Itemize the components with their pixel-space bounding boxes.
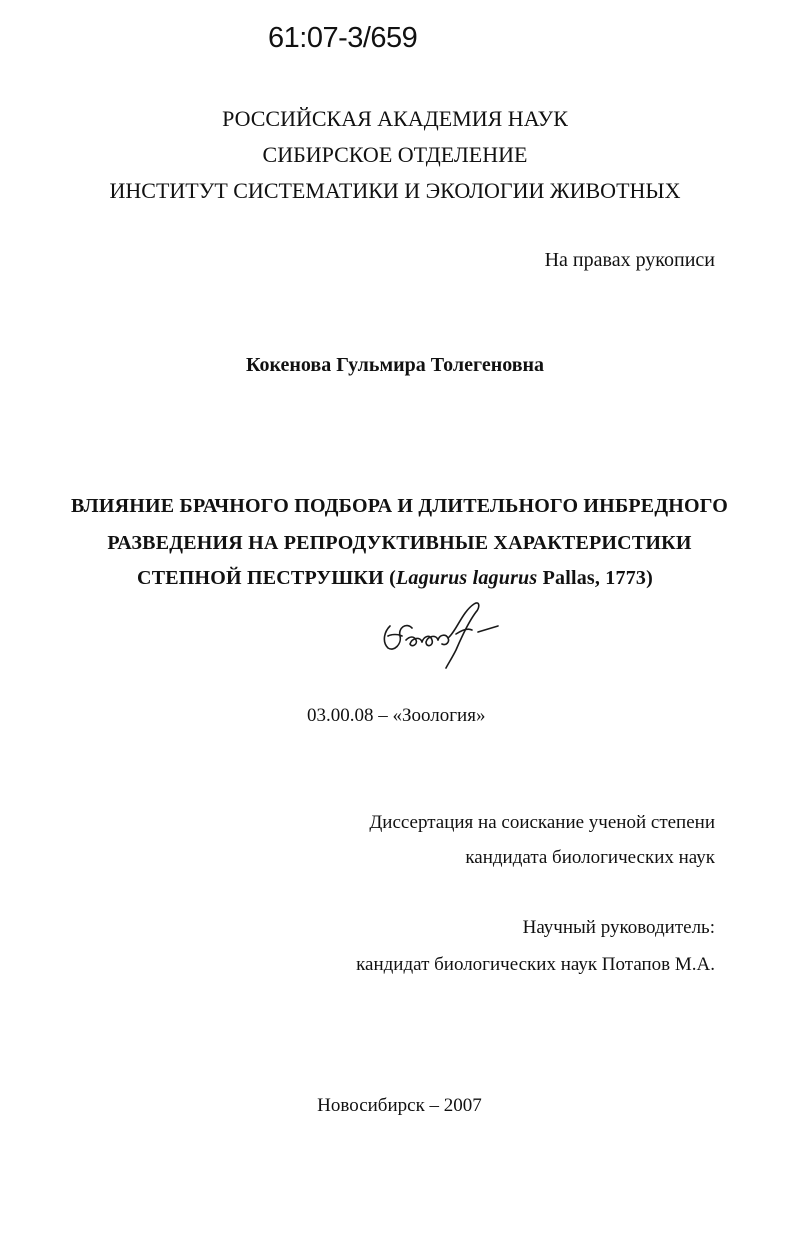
dissertation-degree-line-2: кандидата биологических наук	[465, 847, 715, 868]
thesis-title-line-3	[0, 567, 790, 590]
institution-branch: СИБИРСКОЕ ОТДЕЛЕНИЕ	[262, 142, 528, 167]
catalog-number: 61:07-3/659	[268, 22, 418, 54]
supervisor-label: Научный руководитель:	[522, 917, 715, 938]
institution-academy: РОССИЙСКАЯ АКАДЕМИЯ НАУК	[222, 106, 568, 131]
author-name: Кокенова Гульмира Толегеновна	[245, 354, 545, 376]
manuscript-rights-note: На правах рукописи	[544, 249, 715, 271]
supervisor-name: кандидат биологических наук Потапов М.А.	[356, 954, 715, 975]
dissertation-degree-line-1: Диссертация на соискание ученой степени	[369, 812, 715, 833]
thesis-title-line-1: ВЛИЯНИЕ БРАЧНОГО ПОДБОРА И ДЛИТЕЛЬНОГО ИНБРЕДНОГО	[71, 495, 728, 517]
thesis-title-suffix: Pallas, 1773)	[537, 567, 653, 589]
thesis-title-prefix: СТЕПНОЙ ПЕСТРУШКИ (	[137, 567, 396, 589]
species-name: Lagurus lagurus	[395, 567, 538, 589]
handwritten-signature	[376, 592, 506, 672]
institution-institute: ИНСТИТУТ СИСТЕМАТИКИ И ЭКОЛОГИИ ЖИВОТНЫХ	[109, 178, 681, 203]
specialty-code: 03.00.08 – «Зоология»	[307, 705, 486, 726]
city-year: Новосибирск – 2007	[317, 1095, 482, 1116]
thesis-title-line-2: РАЗВЕДЕНИЯ НА РЕПРОДУКТИВНЫЕ ХАРАКТЕРИСТИКИ	[107, 532, 692, 554]
